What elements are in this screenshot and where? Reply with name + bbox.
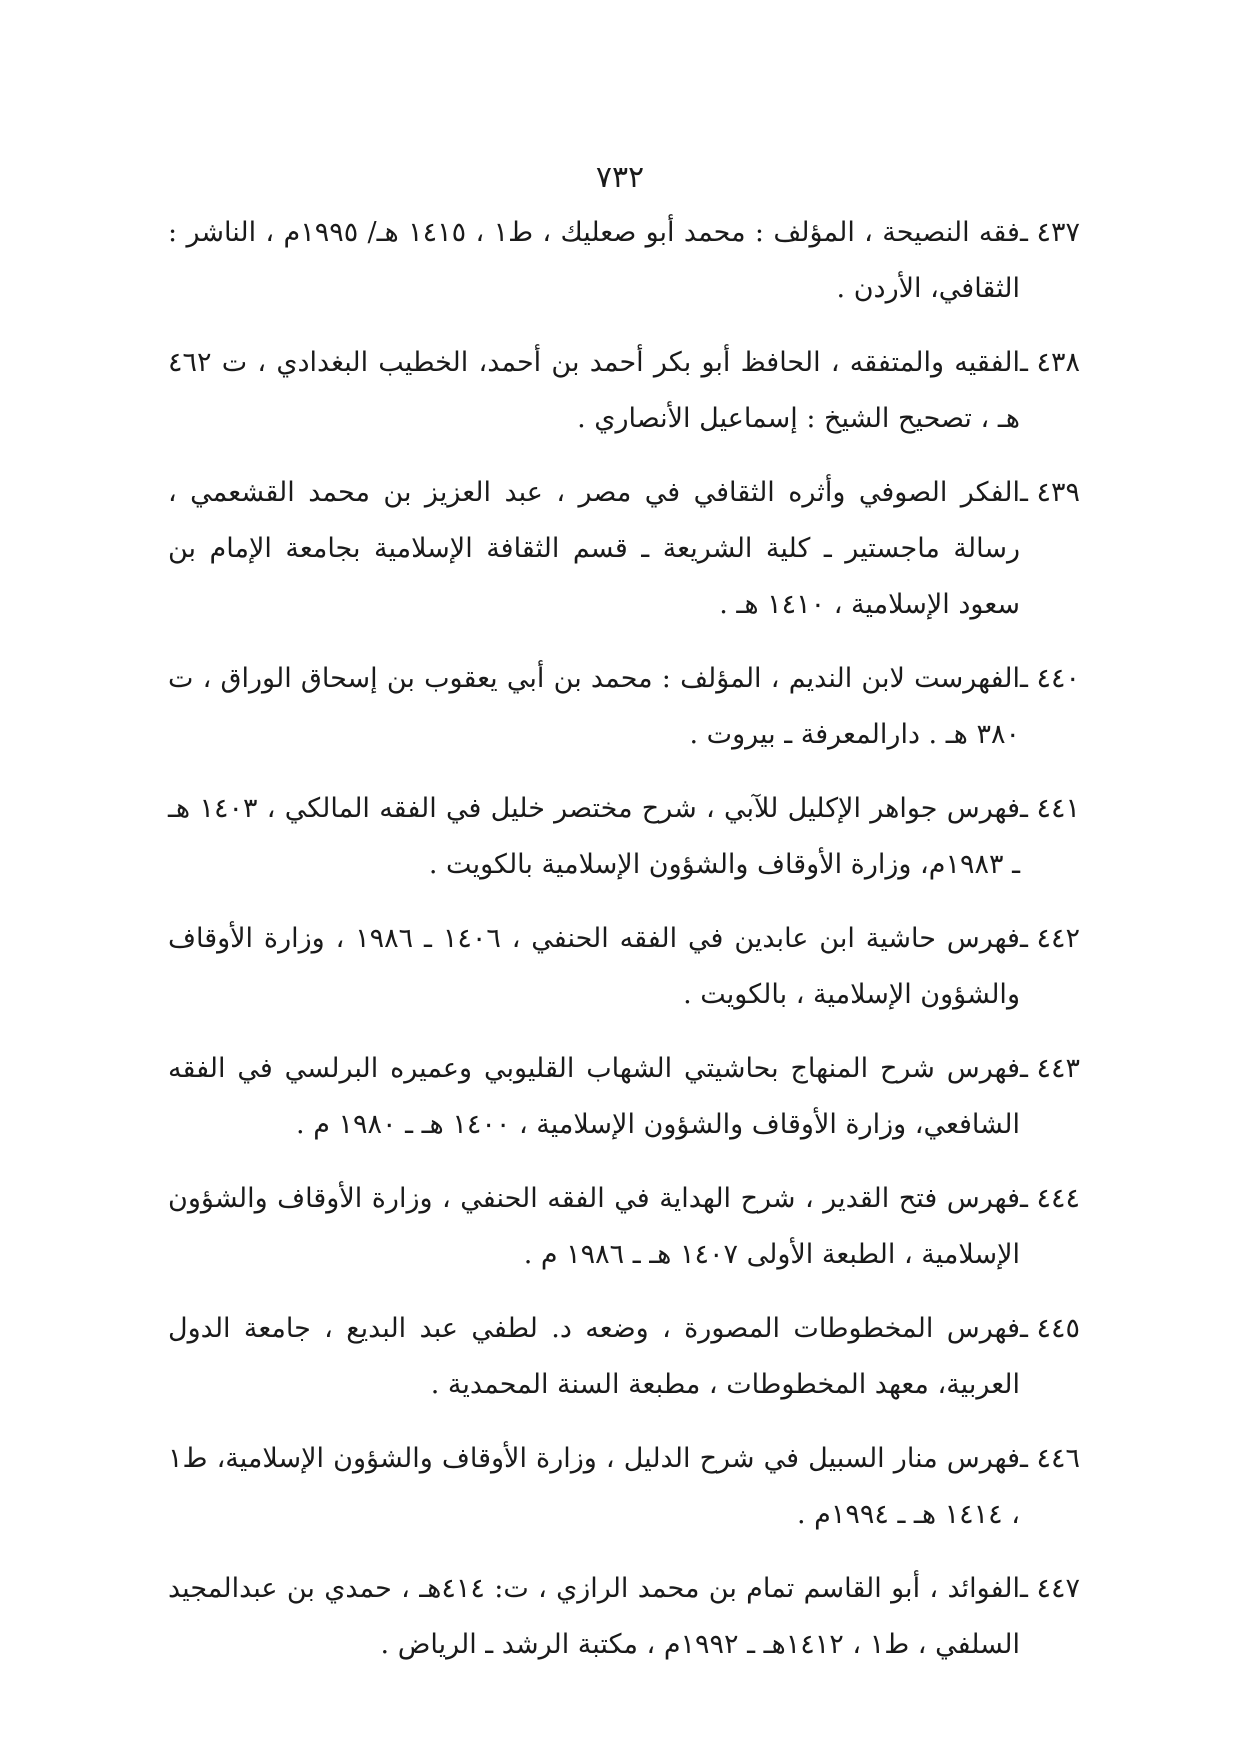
entry-number: ٤٤٤ ـ [1019,1183,1080,1214]
entry-number: ٤٤٣ ـ [1019,1053,1080,1084]
bibliography-entry [168,911,1080,1023]
entry-text: فهرس فتح القدير ، شرح الهداية في الفقه الحنفي ، وزارة الأوقاف والشؤون الإسلامية ، الطبعة الأولى ١٤٠٧ هـ ـ ١٩٨٦ م . [168,1183,1020,1270]
entry-text: فهرس حاشية ابن عابدين في الفقه الحنفي ، ١٤٠٦ ـ ١٩٨٦ ، وزارة الأوقاف والشؤون الإسلامية ، بالكويت . [168,923,1020,1010]
bibliography-entry [168,205,1080,317]
bibliography-entry [168,465,1080,633]
entry-number: ٤٣٨ ـ [1019,347,1080,378]
entry-text: فهرس جواهر الإكليل للآبي ، شرح مختصر خليل في الفقه المالكي ، ١٤٠٣ هـ ـ ١٩٨٣م، وزارة الأوقاف والشؤون الإسلامية بالكويت . [168,793,1020,880]
entry-text: الفقيه والمتفقه ، الحافظ أبو بكر أحمد بن أحمد، الخطيب البغدادي ، ت ٤٦٢ هـ ، تصحيح الشيخ : إسماعيل الأنصاري . [168,347,1020,434]
entry-text: فهرس المخطوطات المصورة ، وضعه د. لطفي عبد البديع ، جامعة الدول العربية، معهد المخطوطات ، مطبعة السنة المحمدية . [168,1313,1020,1400]
bibliography-entry [168,1041,1080,1153]
bibliography-entry [168,781,1080,893]
bibliography-list [168,205,1080,1691]
bibliography-entry [168,1171,1080,1283]
bibliography-entry [168,1301,1080,1413]
entry-text: الفكر الصوفي وأثره الثقافي في مصر ، عبد العزيز بن محمد القشعمي ، رسالة ماجستير ـ كلية الشريعة ـ قسم الثقافة الإسلامية بجامعة الإمام بن سعود الإسلامية ، ١٤١٠ هـ . [168,477,1020,620]
entry-number: ٤٤١ ـ [1019,793,1080,824]
entry-text: فهرس منار السبيل في شرح الدليل ، وزارة الأوقاف والشؤون الإسلامية، ط١ ، ١٤١٤ هـ ـ ١٩٩٤م . [168,1443,1020,1530]
page-number: ٧٣٢ [595,160,645,195]
entry-number: ٤٤٢ ـ [1019,923,1080,954]
bibliography-entry [168,1561,1080,1673]
entry-text: فقه النصيحة ، المؤلف : محمد أبو صعليك ، ط١ ، ١٤١٥ هـ/ ١٩٩٥م ، الناشر : الثقافي، الأردن . [168,217,1020,304]
entry-number: ٤٣٧ ـ [1019,217,1080,248]
entry-text: الفوائد ، أبو القاسم تمام بن محمد الرازي ، ت: ٤١٤هـ ، حمدي بن عبدالمجيد السلفي ، ط١ ، ١٤١٢هـ ـ ١٩٩٢م ، مكتبة الرشد ـ الرياض . [168,1573,1020,1660]
entry-text: الفهرست لابن النديم ، المؤلف : محمد بن أبي يعقوب بن إسحاق الوراق ، ت ٣٨٠ هـ . دارالمعرفة ـ بيروت . [168,663,1020,750]
bibliography-entry [168,335,1080,447]
entry-number: ٤٤٠ ـ [1019,663,1080,694]
entry-number: ٤٣٩ ـ [1019,477,1080,508]
entry-number: ٤٤٥ ـ [1019,1313,1080,1344]
entry-number: ٤٤٦ ـ [1019,1443,1080,1474]
bibliography-entry [168,651,1080,763]
bibliography-entry [168,1431,1080,1543]
entry-number: ٤٤٧ ـ [1019,1573,1080,1604]
entry-text: فهرس شرح المنهاج بحاشيتي الشهاب القليوبي وعميره البرلسي في الفقه الشافعي، وزارة الأوقاف والشؤون الإسلامية ، ١٤٠٠ هـ ـ ١٩٨٠ م . [168,1053,1020,1140]
